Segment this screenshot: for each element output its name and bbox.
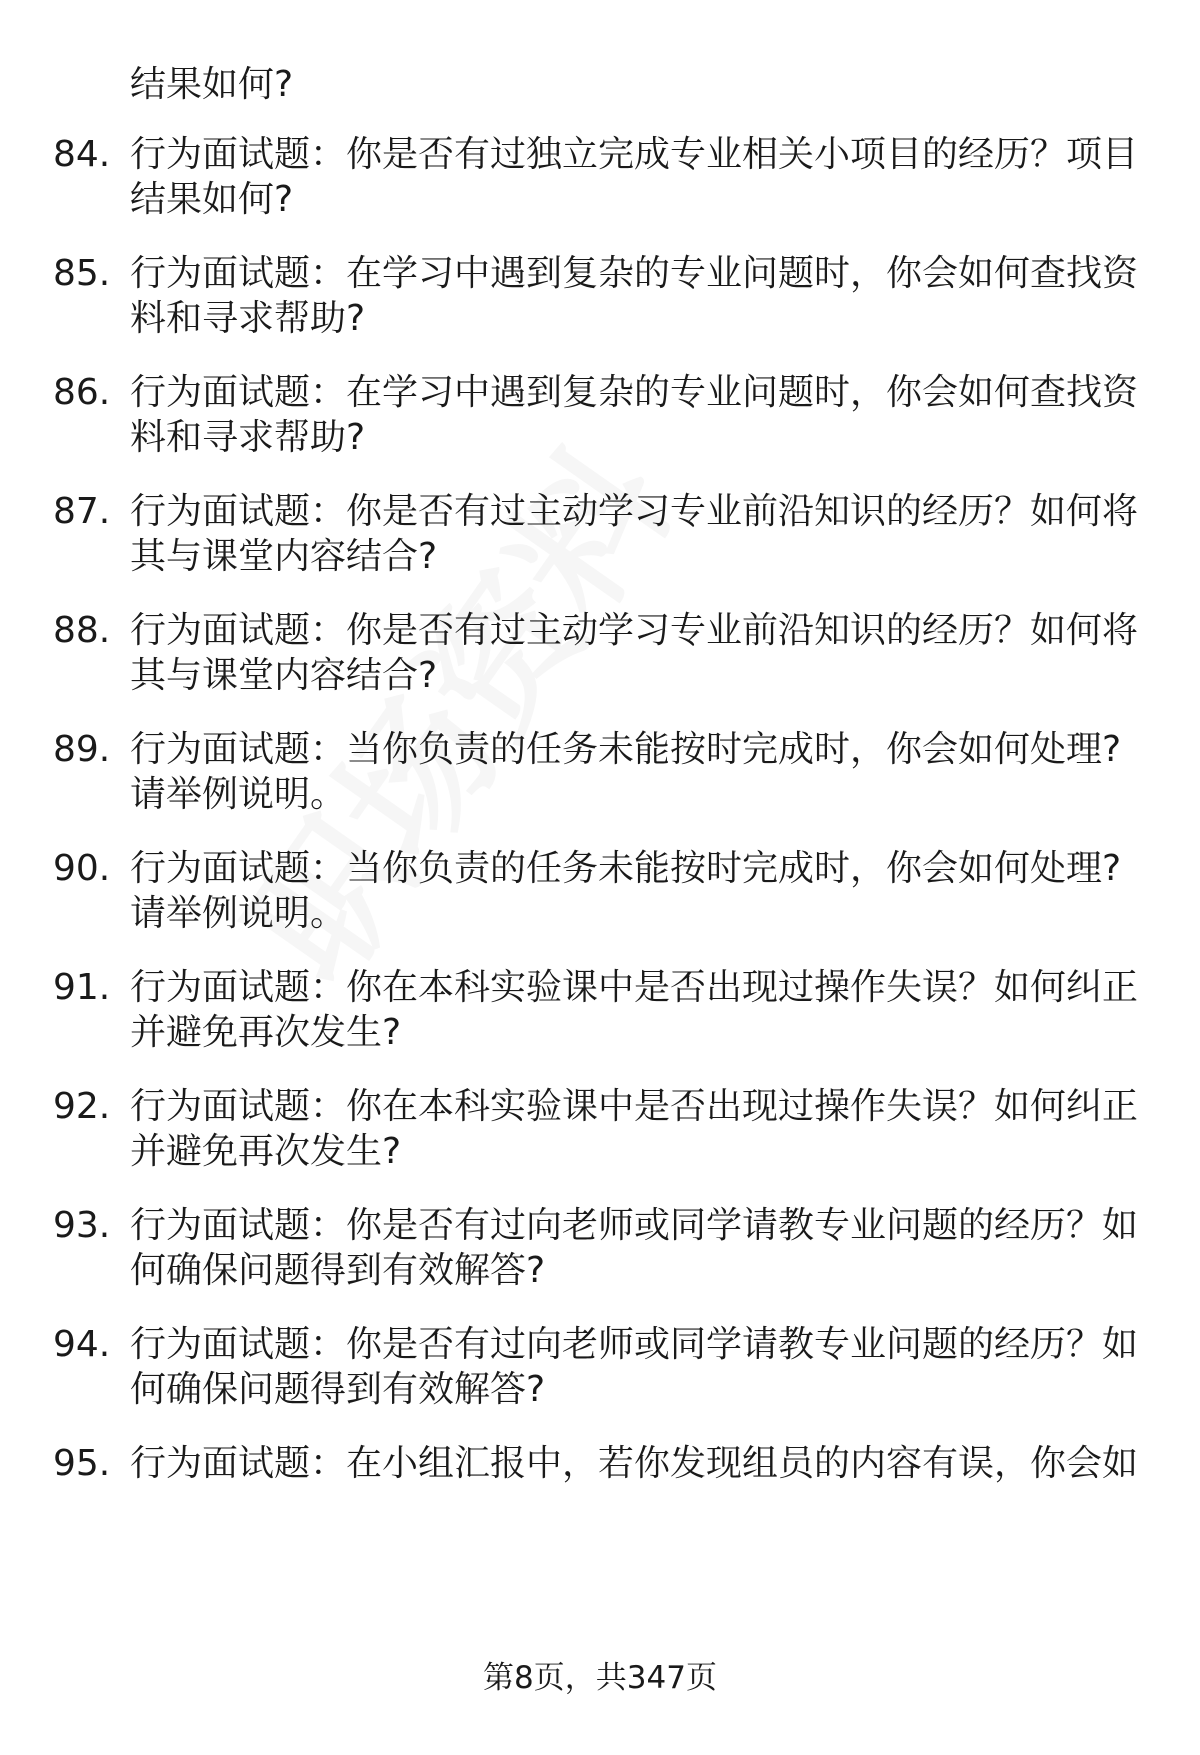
question-text-line1: 行为面试题：你在本科实验课中是否出现过操作失误？如何纠正 — [130, 967, 1139, 1008]
question-text-line1: 行为面试题：你是否有过独立完成专业相关小项目的经历？项目 — [130, 134, 1139, 175]
question-text-line1: 行为面试题：你是否有过向老师或同学请教专业问题的经历？如 — [130, 1205, 1139, 1246]
question-number: 84. — [53, 134, 111, 175]
question-text-line2: 请举例说明。 — [130, 893, 347, 934]
question-text-line1: 行为面试题：你在本科实验课中是否出现过操作失误？如何纠正 — [130, 1086, 1139, 1127]
question-text-line1: 行为面试题：在学习中遇到复杂的专业问题时，你会如何查找资 — [130, 253, 1139, 294]
question-text-line2: 并避免再次发生? — [130, 1012, 402, 1053]
question-text-line2: 何确保问题得到有效解答? — [130, 1369, 546, 1410]
question-text-line1: 行为面试题：你是否有过主动学习专业前沿知识的经历？如何将 — [130, 491, 1139, 532]
question-text-line2: 其与课堂内容结合? — [130, 655, 438, 696]
question-number: 94. — [53, 1324, 111, 1365]
continuation-line: 结果如何? — [130, 64, 294, 105]
question-text-line1: 行为面试题：你是否有过向老师或同学请教专业问题的经历？如 — [130, 1324, 1139, 1365]
question-number: 95. — [53, 1443, 111, 1484]
question-text-line2: 请举例说明。 — [130, 774, 347, 815]
question-text-line1: 行为面试题：当你负责的任务未能按时完成时，你会如何处理? — [130, 848, 1122, 889]
question-text-line2: 何确保问题得到有效解答? — [130, 1250, 546, 1291]
question-number: 92. — [53, 1086, 111, 1127]
question-number: 93. — [53, 1205, 111, 1246]
question-text-line1: 行为面试题：你是否有过主动学习专业前沿知识的经历？如何将 — [130, 610, 1139, 651]
question-text-line2: 料和寻求帮助? — [130, 417, 366, 458]
page-footer: 第8页，共347页 — [483, 1660, 717, 1696]
question-text-line1: 行为面试题：当你负责的任务未能按时完成时，你会如何处理? — [130, 729, 1122, 770]
question-number: 90. — [53, 848, 111, 889]
question-number: 85. — [53, 253, 111, 294]
question-text-line1: 行为面试题：在学习中遇到复杂的专业问题时，你会如何查找资 — [130, 372, 1139, 413]
question-number: 91. — [53, 967, 111, 1008]
question-text-line2: 结果如何? — [130, 179, 294, 220]
question-text-line2: 并避免再次发生? — [130, 1131, 402, 1172]
question-number: 89. — [53, 729, 111, 770]
question-text-line2: 其与课堂内容结合? — [130, 536, 438, 577]
question-number: 87. — [53, 491, 111, 532]
question-text-line1: 行为面试题：在小组汇报中，若你发现组员的内容有误，你会如 — [130, 1443, 1139, 1484]
question-number: 86. — [53, 372, 111, 413]
question-text-line2: 料和寻求帮助? — [130, 298, 366, 339]
question-number: 88. — [53, 610, 111, 651]
